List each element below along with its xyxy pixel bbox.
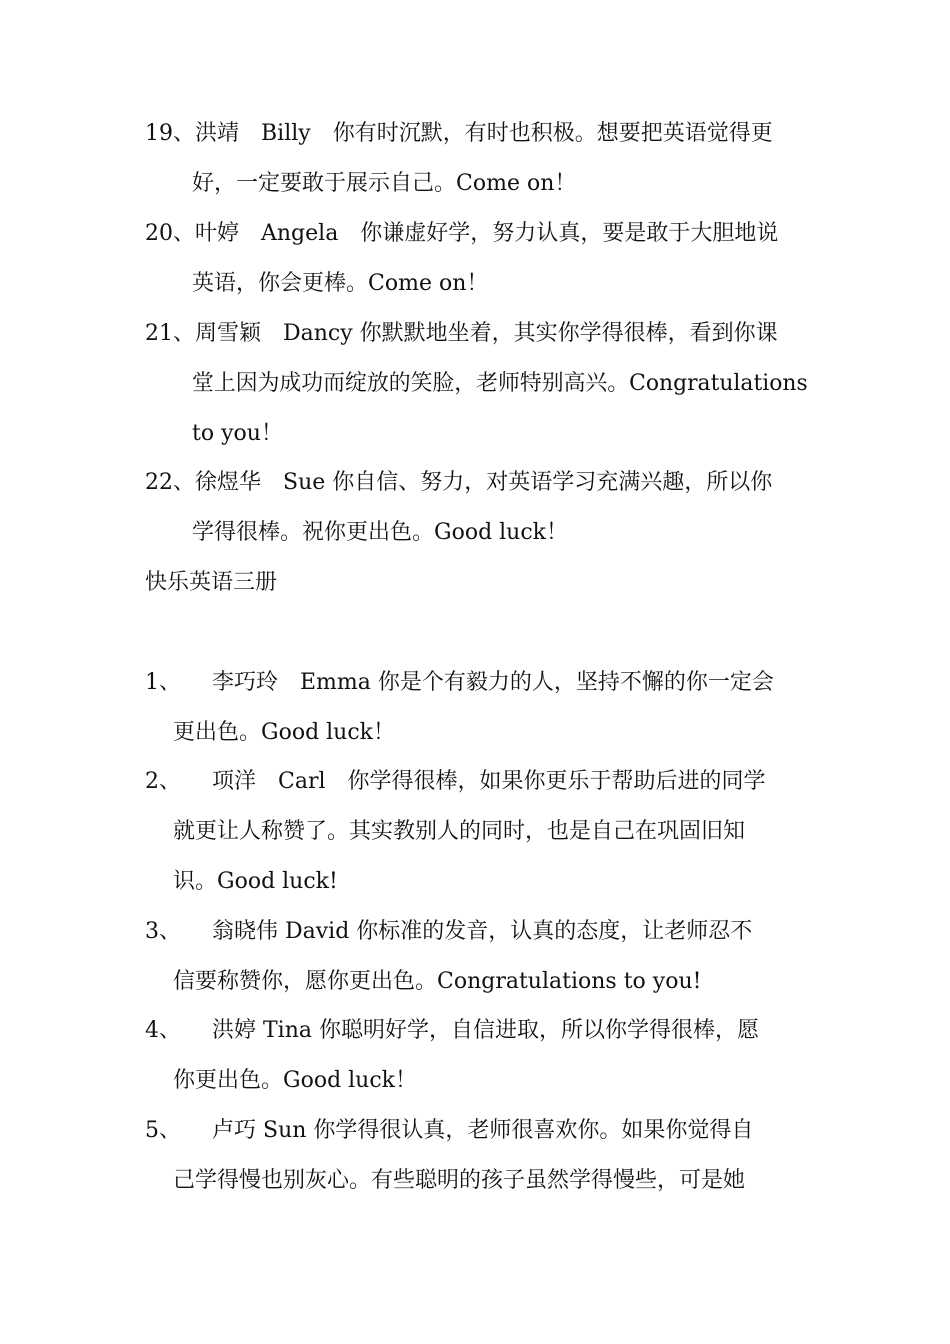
entry-2-line-1: 项洋 Carl 你学得很棒，如果你更乐于帮助后进的同学 xyxy=(212,769,766,794)
entry-22-line-2: 学得很棒。祝你更出色。Good luck！ xyxy=(192,520,568,545)
entry-5-line-1: 卢巧 Sun 你学得很认真，老师很喜欢你。如果你觉得自 xyxy=(212,1118,754,1143)
entry-2-line-2: 就更让人称赞了。其实教别人的同时，也是自己在巩固旧知 xyxy=(173,819,746,844)
entry-20-line-1: 20、叶婷 Angela 你谦虚好学，努力认真，要是敢于大胆地说 xyxy=(145,221,779,246)
entry-20-line-2: 英语，你会更棒。Come on！ xyxy=(192,271,489,296)
entry-4-line-2: 你更出色。Good luck！ xyxy=(173,1068,417,1093)
entry-1-number: 1、 xyxy=(145,670,181,695)
entry-1-line-2: 更出色。Good luck！ xyxy=(173,720,395,745)
entry-21-line-1: 21、周雪颖 Dancy 你默默地坐着，其实你学得很棒，看到你课 xyxy=(145,321,778,346)
entry-21-line-2: 堂上因为成功而绽放的笑脸，老师特别高兴。Congratulations xyxy=(192,371,808,396)
entry-5-line-2: 己学得慢也别灰心。有些聪明的孩子虽然学得慢些，可是她 xyxy=(173,1168,746,1193)
entry-2-line-3: 识。Good luck! xyxy=(173,869,338,894)
entry-3-number: 3、 xyxy=(145,919,181,944)
entry-3-line-2: 信要称赞你，愿你更出色。Congratulations to you! xyxy=(173,969,702,994)
entry-4-line-1: 洪婷 Tina 你聪明好学，自信进取，所以你学得很棒，愿 xyxy=(212,1018,759,1043)
entry-4-number: 4、 xyxy=(145,1018,181,1043)
entry-22-line-1: 22、徐煜华 Sue 你自信、努力，对英语学习充满兴趣，所以你 xyxy=(145,470,773,495)
entry-19-line-2: 好，一定要敢于展示自己。Come on！ xyxy=(192,171,577,196)
entry-3-line-1: 翁晓伟 David 你标准的发音，认真的态度，让老师忍不 xyxy=(212,919,753,944)
entry-5-number: 5、 xyxy=(145,1118,181,1143)
entry-2-number: 2、 xyxy=(145,769,181,794)
entry-19-line-1: 19、洪靖 Billy 你有时沉默，有时也积极。想要把英语觉得更 xyxy=(145,121,773,146)
entry-21-line-3: to you！ xyxy=(192,421,283,446)
entry-1-line-1: 李巧玲 Emma 你是个有毅力的人，坚持不懈的你一定会 xyxy=(212,670,774,695)
section-heading: 快乐英语三册 xyxy=(145,570,278,595)
